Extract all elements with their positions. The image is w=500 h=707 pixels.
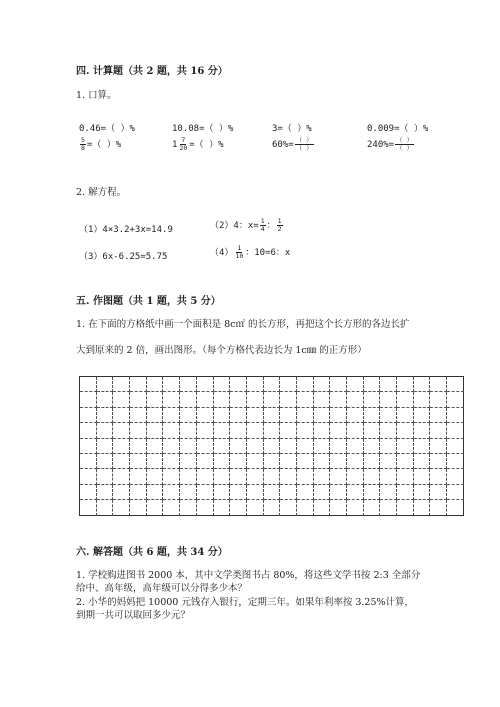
grid-cell[interactable] — [214, 439, 231, 454]
question-2-label: 2. 解方程。 — [76, 187, 127, 198]
grid-cell[interactable] — [130, 392, 147, 407]
grid-cell[interactable] — [297, 469, 314, 484]
grid-cell[interactable] — [163, 500, 180, 515]
fraction: $\frac{( )}{( )}$ — [396, 136, 414, 152]
grid-cell[interactable] — [297, 500, 314, 515]
grid-cell[interactable] — [147, 423, 164, 438]
grid-cell[interactable] — [80, 469, 97, 484]
grid-cell[interactable] — [163, 439, 180, 454]
fraction: $\frac{5}{8}$ — [81, 136, 85, 152]
grid-cell[interactable] — [397, 454, 414, 469]
grid-cell[interactable] — [214, 485, 231, 500]
grid-cell[interactable] — [147, 469, 164, 484]
grid-cell[interactable] — [447, 469, 464, 484]
grid-cell[interactable] — [113, 408, 130, 423]
grid-cell[interactable] — [197, 408, 214, 423]
grid-cell[interactable] — [314, 392, 331, 407]
grid-cell[interactable] — [330, 408, 347, 423]
grid-cell[interactable] — [180, 423, 197, 438]
grid-cell[interactable] — [314, 439, 331, 454]
grid-cell[interactable] — [314, 454, 331, 469]
grid-cell[interactable] — [364, 485, 381, 500]
grid-cell[interactable] — [430, 469, 447, 484]
grid-cell[interactable] — [130, 500, 147, 515]
grid-cell[interactable] — [397, 423, 414, 438]
grid-cell[interactable] — [147, 485, 164, 500]
grid-cell[interactable] — [163, 454, 180, 469]
grid-cell[interactable] — [414, 485, 431, 500]
grid-cell[interactable] — [280, 392, 297, 407]
grid-cell[interactable] — [280, 408, 297, 423]
grid-cell[interactable] — [347, 485, 364, 500]
grid-cell[interactable] — [230, 377, 247, 392]
grid-cell[interactable] — [97, 469, 114, 484]
grid-cell[interactable] — [130, 469, 147, 484]
grid-cell[interactable] — [113, 439, 130, 454]
grid-cell[interactable] — [297, 392, 314, 407]
grid-cell[interactable] — [230, 469, 247, 484]
grid-cell[interactable] — [430, 423, 447, 438]
grid-cell[interactable] — [347, 500, 364, 515]
fraction: $\frac{1}{2}$ — [277, 217, 282, 233]
grid-cell[interactable] — [397, 392, 414, 407]
grid-cell[interactable] — [97, 454, 114, 469]
grid-cell[interactable] — [414, 423, 431, 438]
grid-cell[interactable] — [113, 392, 130, 407]
grid-cell[interactable] — [197, 392, 214, 407]
fraction: $\frac{1}{4}$ — [260, 217, 265, 233]
grid-cell[interactable] — [214, 500, 231, 515]
grid-cell[interactable] — [447, 439, 464, 454]
grid-cell[interactable] — [447, 500, 464, 515]
grid-cell[interactable] — [230, 439, 247, 454]
grid-cell[interactable] — [163, 423, 180, 438]
grid-cell[interactable] — [80, 423, 97, 438]
grid-cell[interactable] — [430, 439, 447, 454]
grid-cell[interactable] — [130, 454, 147, 469]
oral-calc-item: 1 $\frac{7}{20}$ =（ ）% — [172, 136, 224, 152]
grid-cell[interactable] — [113, 423, 130, 438]
grid-cell[interactable] — [330, 439, 347, 454]
grid-cell[interactable] — [397, 500, 414, 515]
grid-cell[interactable] — [297, 408, 314, 423]
grid-cell[interactable] — [147, 500, 164, 515]
grid-cell[interactable] — [280, 454, 297, 469]
grid-cell[interactable] — [247, 469, 264, 484]
grid-cell[interactable] — [330, 377, 347, 392]
grid-cell[interactable] — [347, 392, 364, 407]
grid-cell[interactable] — [180, 500, 197, 515]
grid-cell[interactable] — [380, 500, 397, 515]
grid-cell[interactable] — [280, 377, 297, 392]
grid-cell[interactable] — [97, 439, 114, 454]
grid-cell[interactable] — [197, 454, 214, 469]
oral-calc-item: 60%= $\frac{( )}{( )}$ — [272, 136, 313, 152]
grid-cell[interactable] — [113, 377, 130, 392]
oral-calc-item: 0.46=（ ）% — [79, 124, 135, 134]
equation-3: （3）6x-6.25=5.75 — [79, 252, 168, 262]
grid-cell[interactable] — [414, 408, 431, 423]
grid-cell[interactable] — [214, 392, 231, 407]
grid-cell[interactable] — [80, 500, 97, 515]
graph-paper-grid[interactable] — [79, 376, 464, 516]
oral-calc-item: 0.009=（ ）% — [367, 124, 429, 134]
grid-cell[interactable] — [147, 392, 164, 407]
grid-cell[interactable] — [247, 485, 264, 500]
grid-cell[interactable] — [364, 454, 381, 469]
grid-cell[interactable] — [230, 500, 247, 515]
grid-cell[interactable] — [130, 377, 147, 392]
grid-cell[interactable] — [330, 392, 347, 407]
grid-cell[interactable] — [397, 439, 414, 454]
grid-cell[interactable] — [297, 439, 314, 454]
grid-cell[interactable] — [247, 423, 264, 438]
grid-cell[interactable] — [430, 500, 447, 515]
grid-cell[interactable] — [163, 469, 180, 484]
grid-cell[interactable] — [264, 408, 281, 423]
grid-cell[interactable] — [113, 500, 130, 515]
grid-cell[interactable] — [314, 377, 331, 392]
grid-cell[interactable] — [230, 423, 247, 438]
grid-cell[interactable] — [430, 485, 447, 500]
grid-cell[interactable] — [330, 423, 347, 438]
grid-cell[interactable] — [214, 469, 231, 484]
fraction: $\frac{7}{20}$ — [179, 136, 188, 152]
grid-cell[interactable] — [113, 485, 130, 500]
grid-cell[interactable] — [447, 408, 464, 423]
grid-cell[interactable] — [247, 377, 264, 392]
grid-cell[interactable] — [447, 392, 464, 407]
oral-calc-item: 10.08=（ ）% — [172, 124, 234, 134]
grid-cell[interactable] — [80, 439, 97, 454]
grid-cell[interactable] — [380, 485, 397, 500]
grid-cell[interactable] — [180, 454, 197, 469]
grid-cell[interactable] — [314, 469, 331, 484]
section-4-heading: 四. 计算题（共 2 题，共 16 分） — [76, 66, 228, 77]
equation-2: （2）4：x= $\frac{1}{4}$ ： $\frac{1}{2}$ — [210, 217, 282, 233]
answer-question-1-line: 1. 学校购进图书 2000 本，其中文学类图书占 80%，将这些文学书按 2:3 全部分 — [76, 570, 421, 581]
grid-cell[interactable] — [163, 485, 180, 500]
grid-cell[interactable] — [397, 485, 414, 500]
grid-cell[interactable] — [330, 454, 347, 469]
grid-cell[interactable] — [380, 392, 397, 407]
grid-cell[interactable] — [447, 423, 464, 438]
grid-cell[interactable] — [163, 408, 180, 423]
grid-cell[interactable] — [447, 485, 464, 500]
grid-cell[interactable] — [147, 408, 164, 423]
grid-cell[interactable] — [364, 500, 381, 515]
grid-cell[interactable] — [264, 423, 281, 438]
grid-cell[interactable] — [347, 469, 364, 484]
grid-cell[interactable] — [264, 500, 281, 515]
grid-cell[interactable] — [264, 485, 281, 500]
grid-cell[interactable] — [247, 500, 264, 515]
fraction: $\frac{1}{10}$ — [235, 244, 244, 260]
section-5-heading: 五. 作图题（共 1 题，共 5 分） — [76, 296, 221, 307]
grid-cell[interactable] — [397, 469, 414, 484]
grid-cell[interactable] — [230, 485, 247, 500]
grid-cell[interactable] — [347, 377, 364, 392]
grid-cell[interactable] — [347, 423, 364, 438]
grid-cell[interactable] — [197, 377, 214, 392]
grid-cell[interactable] — [247, 439, 264, 454]
answer-question-2-line: 2. 小华的妈妈把 10000 元钱存入银行，定期三年。如果年利率按 3.25%计算， — [76, 597, 415, 608]
grid-cell[interactable] — [180, 439, 197, 454]
grid-cell[interactable] — [364, 377, 381, 392]
grid-cell[interactable] — [264, 377, 281, 392]
grid-cell[interactable] — [330, 469, 347, 484]
grid-cell[interactable] — [380, 469, 397, 484]
grid-cell[interactable] — [147, 377, 164, 392]
grid-cell[interactable] — [397, 408, 414, 423]
grid-cell[interactable] — [297, 377, 314, 392]
grid-cell[interactable] — [280, 485, 297, 500]
grid-cell[interactable] — [347, 408, 364, 423]
grid-cell[interactable] — [297, 454, 314, 469]
grid-cell[interactable] — [197, 423, 214, 438]
grid-cell[interactable] — [430, 392, 447, 407]
grid-cell[interactable] — [447, 454, 464, 469]
grid-cell[interactable] — [330, 485, 347, 500]
grid-cell[interactable] — [230, 392, 247, 407]
grid-cell[interactable] — [230, 454, 247, 469]
grid-cell[interactable] — [264, 439, 281, 454]
grid-cell[interactable] — [247, 408, 264, 423]
grid-cell[interactable] — [214, 377, 231, 392]
grid-cell[interactable] — [113, 469, 130, 484]
question-1-label: 1. 口算。 — [76, 90, 117, 101]
grid-cell[interactable] — [80, 408, 97, 423]
grid-cell[interactable] — [364, 392, 381, 407]
grid-cell[interactable] — [414, 500, 431, 515]
grid-cell[interactable] — [97, 423, 114, 438]
grid-cell[interactable] — [297, 423, 314, 438]
grid-cell[interactable] — [247, 454, 264, 469]
grid-cell[interactable] — [414, 469, 431, 484]
grid-cell[interactable] — [364, 439, 381, 454]
grid-cell[interactable] — [297, 485, 314, 500]
grid-cell[interactable] — [130, 439, 147, 454]
grid-cell[interactable] — [80, 454, 97, 469]
grid-cell[interactable] — [180, 392, 197, 407]
grid-cell[interactable] — [364, 408, 381, 423]
grid-cell[interactable] — [330, 500, 347, 515]
grid-cell[interactable] — [113, 454, 130, 469]
grid-cell[interactable] — [280, 500, 297, 515]
grid-cell[interactable] — [264, 454, 281, 469]
drawing-question-line: 大到原来的 2 倍，画出图形。（每个方格代表边长为 1c㎜ 的正方形） — [76, 345, 367, 356]
grid-cell[interactable] — [97, 408, 114, 423]
grid-cell[interactable] — [447, 377, 464, 392]
answer-question-2-line: 到期一共可以取回多少元？ — [76, 610, 191, 621]
grid-cell[interactable] — [414, 439, 431, 454]
grid-cell[interactable] — [97, 377, 114, 392]
answer-question-1-line: 给中、高年级，高年级可以分得多少本？ — [76, 583, 248, 594]
grid-cell[interactable] — [314, 485, 331, 500]
grid-cell[interactable] — [364, 423, 381, 438]
grid-cell[interactable] — [97, 500, 114, 515]
grid-cell[interactable] — [280, 469, 297, 484]
grid-cell[interactable] — [130, 408, 147, 423]
grid-cell[interactable] — [197, 500, 214, 515]
grid-cell[interactable] — [130, 423, 147, 438]
grid-cell[interactable] — [280, 439, 297, 454]
grid-cell[interactable] — [380, 377, 397, 392]
grid-cell[interactable] — [430, 454, 447, 469]
grid-cell[interactable] — [380, 439, 397, 454]
grid-cell[interactable] — [130, 485, 147, 500]
grid-cell[interactable] — [180, 469, 197, 484]
grid-cell[interactable] — [414, 454, 431, 469]
grid-cell[interactable] — [197, 439, 214, 454]
grid-cell[interactable] — [214, 423, 231, 438]
grid-cell[interactable] — [380, 423, 397, 438]
grid-cell[interactable] — [364, 469, 381, 484]
oral-calc-item: $\frac{5}{8}$ =（ ）% — [81, 136, 122, 152]
grid-cell[interactable] — [180, 408, 197, 423]
grid-cell[interactable] — [380, 408, 397, 423]
grid-cell[interactable] — [147, 439, 164, 454]
fraction: $\frac{( )}{( )}$ — [295, 136, 313, 152]
drawing-question-line: 1. 在下面的方格纸中画一个面积是 8c㎡ 的长方形，再把这个长方形的各边长扩 — [76, 319, 410, 330]
grid-cell[interactable] — [180, 485, 197, 500]
grid-cell[interactable] — [380, 454, 397, 469]
grid-cell[interactable] — [197, 485, 214, 500]
grid-cell[interactable] — [80, 485, 97, 500]
grid-cell[interactable] — [347, 439, 364, 454]
grid-cell[interactable] — [414, 392, 431, 407]
grid-cell[interactable] — [414, 377, 431, 392]
grid-cell[interactable] — [97, 485, 114, 500]
grid-cell[interactable] — [197, 469, 214, 484]
grid-cell[interactable] — [247, 392, 264, 407]
grid-cell[interactable] — [147, 454, 164, 469]
grid-cell[interactable] — [264, 469, 281, 484]
oral-calc-item: 240%= $\frac{( )}{( )}$ — [367, 136, 414, 152]
grid-cell[interactable] — [163, 392, 180, 407]
grid-cell[interactable] — [80, 377, 97, 392]
grid-cell[interactable] — [314, 500, 331, 515]
grid-cell[interactable] — [430, 377, 447, 392]
grid-cell[interactable] — [214, 454, 231, 469]
grid-cell[interactable] — [163, 377, 180, 392]
equation-4: （4） $\frac{1}{10}$ ：10=6：x — [210, 244, 291, 260]
oral-calc-item: 3=（ ）% — [272, 124, 312, 134]
grid-cell[interactable] — [397, 377, 414, 392]
grid-cell[interactable] — [180, 377, 197, 392]
section-6-heading: 六. 解答题（共 6 题，共 34 分） — [76, 547, 228, 558]
grid-cell[interactable] — [314, 423, 331, 438]
grid-cell[interactable] — [230, 408, 247, 423]
grid-cell[interactable] — [97, 392, 114, 407]
grid-cell[interactable] — [430, 408, 447, 423]
grid-cell[interactable] — [280, 423, 297, 438]
grid-cell[interactable] — [264, 392, 281, 407]
grid-cell[interactable] — [80, 392, 97, 407]
equation-1: （1）4×3.2+3x=14.9 — [79, 225, 173, 235]
grid-cell[interactable] — [214, 408, 231, 423]
grid-cell[interactable] — [314, 408, 331, 423]
grid-cell[interactable] — [347, 454, 364, 469]
